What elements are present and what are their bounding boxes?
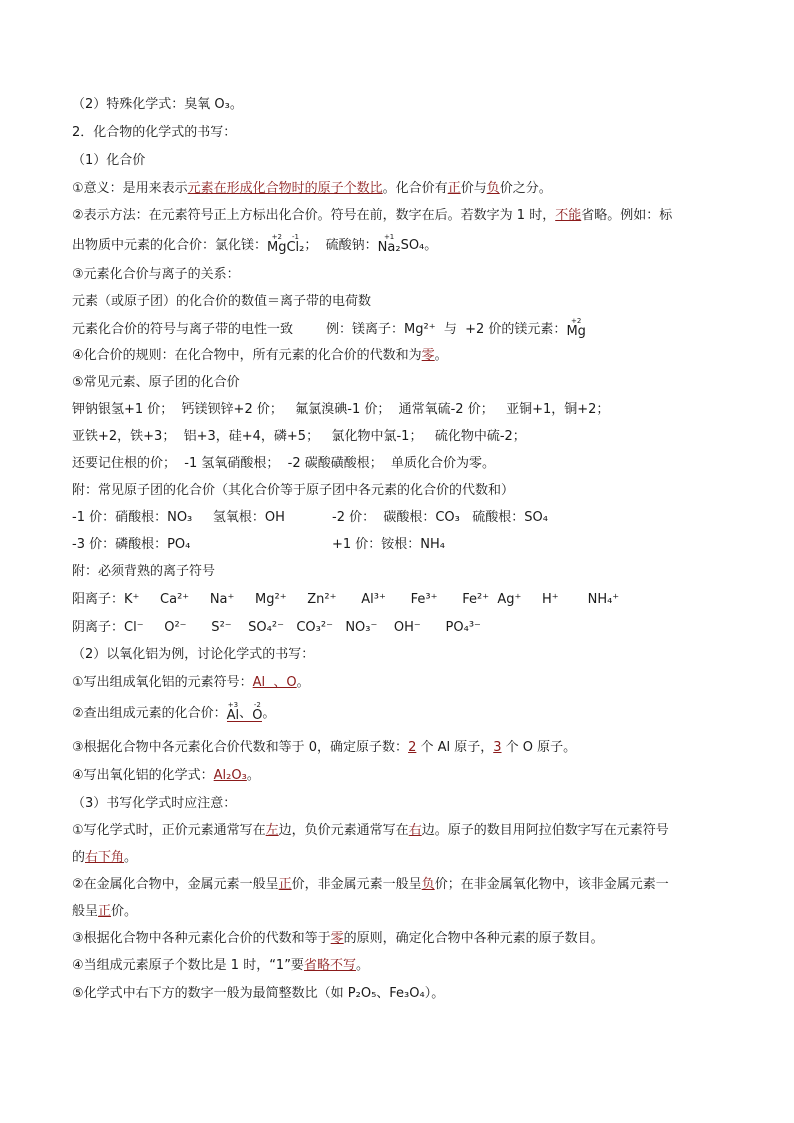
valence-value: +3 [227, 701, 239, 709]
text-line [72, 207, 672, 225]
text-line [72, 509, 285, 527]
text-line [72, 266, 240, 284]
valence-mark [378, 234, 401, 255]
answer-fill: Al₂O₃ [213, 768, 247, 783]
valence-value: +2 [571, 317, 582, 325]
text-line [72, 985, 444, 1003]
line-text: 个 Al 原子， [416, 740, 494, 755]
line-text: 价。 [111, 904, 138, 919]
separator: 、 [239, 706, 253, 721]
line-text: 2．化合物的化学式的书写： [72, 125, 237, 140]
line-text: 附：必须背熟的离子符号 [72, 564, 216, 579]
line-text: 。 [124, 850, 138, 865]
valence-mark [286, 234, 304, 255]
text-line [72, 563, 215, 581]
text-line [332, 509, 548, 527]
line-text: （2）特殊化学式：臭氧 O₃。 [72, 97, 243, 112]
answer-fill: 左 [265, 823, 279, 838]
text-line [72, 293, 371, 311]
element-symbol: O [252, 708, 263, 723]
element-symbol: Cl₂ [286, 240, 305, 255]
line-text: 的 [72, 850, 86, 865]
line-text: 般呈 [72, 904, 99, 919]
line-text: ③根据化合物中各元素化合价代数和等于 0，确定原子数： [72, 740, 409, 755]
text-line [72, 702, 275, 723]
line-text: 边。原子的数目用阿拉伯数字写在元素符号 [421, 823, 669, 838]
line-text: ④写出氧化铝的化学式： [72, 768, 214, 783]
valence-value: +1 [383, 233, 395, 241]
answer-fill: 正 [98, 904, 112, 919]
line-text: 亚铁+2，铁+3； 铝+3，硅+4，磷+5； 氯化物中氯-1； 硫化物中硫-2； [72, 429, 526, 444]
valence-mark [267, 234, 286, 255]
valence-value: +2 [271, 233, 282, 241]
text-line [72, 795, 236, 813]
answer-fill: 元素在形成化合物时的原子个数比 [187, 181, 383, 196]
text-line [72, 957, 369, 975]
valence-mark [566, 318, 585, 339]
line-text: 价与 [460, 181, 487, 196]
answer-fill: 负 [421, 877, 435, 892]
answer-fill: 2 [408, 740, 417, 755]
line-text: ⑤化学式中右下方的数字一般为最简整数比（如 P₂O₅、Fe₃O₄）。 [72, 986, 445, 1001]
text-line [72, 876, 669, 894]
text-line [72, 180, 552, 198]
line-text: -2 价： 碳酸根：CO₃ 硫酸根：SO₄ [332, 510, 548, 525]
line-text: ①写化学式时，正价元素通常写在 [72, 823, 266, 838]
text-line [72, 767, 260, 785]
line-text: 价之分。 [499, 181, 552, 196]
text-line [72, 152, 145, 170]
line-text: ③根据化合物中各种元素化合价的代数和等于 [72, 931, 331, 946]
answer-fill: 右下角 [85, 850, 125, 865]
answer-fill: 右 [408, 823, 422, 838]
line-text: 价，非金属元素一般呈 [291, 877, 422, 892]
line-text: ； 硫酸钠： [304, 238, 378, 253]
line-text: 阴离子：Cl⁻ O²⁻ S²⁻ SO₄²⁻ CO₃²⁻ NO₃⁻ OH⁻ PO₄³⁻ [72, 620, 481, 635]
line-text: +1 价：铵根：NH₄ [332, 537, 446, 552]
line-text: 出物质中元素的化合价：氯化镁： [72, 238, 268, 253]
line-text: 。 [434, 348, 448, 363]
text-line [72, 591, 619, 609]
text-line [72, 347, 448, 365]
text-line [72, 96, 243, 114]
line-text: 省略。例如：标 [581, 208, 673, 223]
text-line [72, 849, 137, 867]
line-text: ②在金属化合物中，金属元素一般呈 [72, 877, 279, 892]
answer-fill: 负 [486, 181, 500, 196]
element-symbol: Mg [566, 324, 586, 339]
line-text: ②查出组成元素的化合价： [72, 706, 227, 721]
line-text: 元素（或原子团）的化合价的数值＝离子带的电荷数 [72, 294, 372, 309]
text-line [72, 318, 586, 339]
answer-fill: 正 [447, 181, 461, 196]
line-text: 。 [296, 675, 310, 690]
line-text: 。 [246, 768, 260, 783]
line-text: 。 [355, 958, 369, 973]
answer-fill: 正 [278, 877, 292, 892]
line-text: （1）化合价 [72, 153, 146, 168]
answer-fill: 不能 [555, 208, 582, 223]
line-text: 钾钠银氢+1 价； 钙镁钡锌+2 价； 氟氯溴碘-1 价； 通常氧硫-2 价； 亚铜+1，铜+2； [72, 402, 610, 417]
line-text: 边，负价元素通常写在 [278, 823, 409, 838]
text-line [72, 536, 190, 554]
line-text: ④化合价的规则：在化合物中，所有元素的化合价的代数和为 [72, 348, 422, 363]
line-text: 价；在非金属氧化物中，该非金属元素一 [434, 877, 669, 892]
line-text: ⑤常见元素、原子团的化合价 [72, 375, 240, 390]
line-text: ④当组成元素原子个数比是 1 时，“1”要 [72, 958, 304, 973]
line-text: -1 价：硝酸根：NO₃ 氢氧根：OH [72, 510, 285, 525]
answer-fill: Al 、O [252, 675, 297, 690]
line-text: 还要记住根的价； -1 氢氧硝酸根； -2 碳酸磺酸根； 单质化合价为零。 [72, 456, 495, 471]
line-text: 附：常见原子团的化合价（其化合价等于原子团中各元素的化合价的代数和） [72, 483, 515, 498]
line-text: （3）书写化学式时应注意： [72, 796, 237, 811]
line-text: ①意义：是用来表示 [72, 181, 188, 196]
valence-value: -1 [291, 233, 299, 241]
text-line [72, 482, 514, 500]
text-line [72, 822, 669, 840]
text-line [332, 536, 445, 554]
element-symbol: Na₂ [377, 240, 401, 255]
answer-fill: 省略不写 [303, 958, 356, 973]
text-line [72, 401, 609, 419]
element-symbol: Mg [267, 240, 287, 255]
line-text: 个 O 原子。 [501, 740, 577, 755]
text-line [72, 674, 310, 692]
text-line [72, 428, 526, 446]
text-line [72, 619, 481, 637]
answer-fill: 零 [421, 348, 435, 363]
text-line [72, 124, 236, 142]
line-text: 。化合价有 [382, 181, 448, 196]
text-line [72, 455, 495, 473]
answer-fill: 零 [330, 931, 344, 946]
text-line [72, 374, 240, 392]
line-text: 。 [262, 706, 276, 721]
line-text: -3 价：磷酸根：PO₄ [72, 537, 191, 552]
line-text: SO₄。 [400, 238, 438, 253]
line-text: ①写出组成氧化铝的元素符号： [72, 675, 253, 690]
text-line [72, 646, 314, 664]
line-text: 的原则，确定化合物中各种元素的原子数目。 [343, 931, 604, 946]
valence-mark [252, 702, 262, 723]
answer-fill: 3 [493, 740, 502, 755]
line-text: 元素化合价的符号与离子带的电性一致 例：镁离子：Mg²⁺ 与 +2 价的镁元素： [72, 322, 567, 337]
line-text: ③元素化合价与离子的关系： [72, 267, 240, 282]
text-line [72, 930, 604, 948]
valence-value: -2 [253, 701, 261, 709]
element-symbol: Al [226, 708, 240, 723]
line-text: 阳离子：K⁺ Ca²⁺ Na⁺ Mg²⁺ Zn²⁺ Al³⁺ Fe³⁺ Fe²⁺ Ag⁺ H⁺ NH₄⁺ [72, 592, 620, 607]
text-line [72, 903, 137, 921]
line-text: ②表示方法：在元素符号正上方标出化合价。符号在前，数字在后。若数字为 1 时， [72, 208, 556, 223]
text-line [72, 739, 576, 757]
text-line [72, 234, 437, 255]
valence-mark [227, 702, 240, 723]
line-text: （2）以氧化铝为例，讨论化学式的书写： [72, 647, 315, 662]
answer-fill [226, 701, 263, 723]
